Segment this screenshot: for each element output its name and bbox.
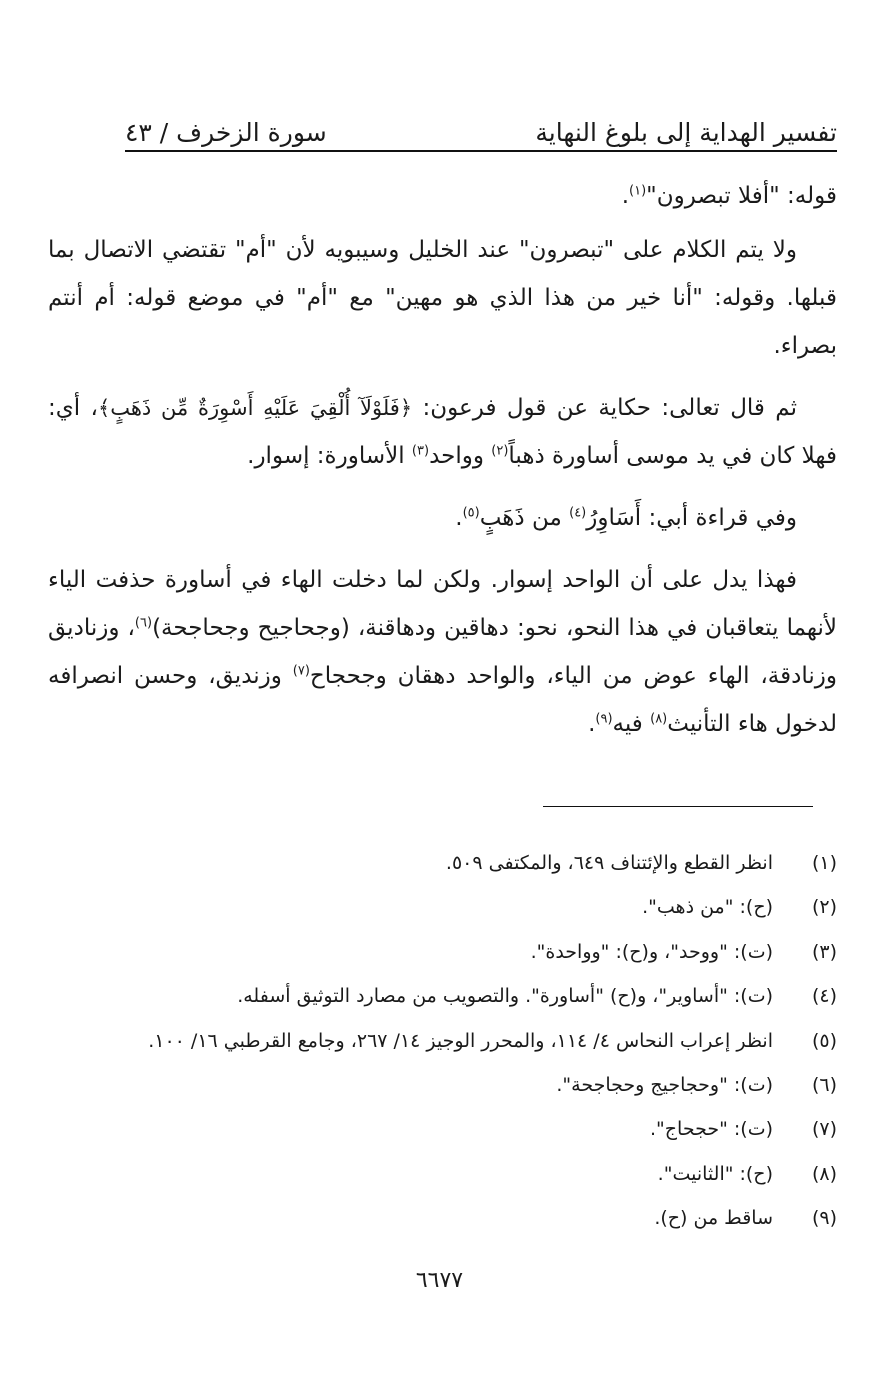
footnote-ref-5: (٥) (462, 505, 480, 521)
header-divider (125, 150, 837, 152)
footnote-item (117, 1163, 837, 1207)
footnote-number: (٥) (811, 1029, 837, 1052)
footnote-text: ساقط من (ح). (654, 1207, 773, 1230)
paragraph-1 (48, 172, 837, 220)
footnote-number: (٣) (811, 940, 837, 963)
page-number: ٦٦٧٧ (415, 1268, 464, 1293)
p3-text-c: وواحد (429, 443, 492, 469)
book-title: تفسير الهداية إلى بلوغ النهاية (535, 118, 837, 147)
footnote-divider (543, 806, 813, 807)
paragraph-5 (48, 556, 837, 748)
paragraph-3 (48, 384, 837, 480)
footnote-ref-9: (٩) (595, 711, 613, 727)
footnote-item (117, 1118, 837, 1162)
footnote-number: (٨) (811, 1162, 837, 1185)
footnote-text: (ت): "أساوير"، و(ح) "أساورة". والتصويب من مصارد التوثيق أسفله. (237, 985, 773, 1008)
p3-text-b: ، أي: فهلا كان في يد موسى أساورة ذهباً (48, 395, 837, 469)
p3-text-a: ثم قال تعالى: حكاية عن قول فرعون: (412, 395, 797, 421)
running-header (125, 103, 837, 145)
p1-end: . (621, 183, 630, 209)
p5-text-e: . (588, 711, 596, 737)
p4-text-c: . (455, 505, 463, 531)
p4-text-a: وفي قراءة أبي: أَسَاوِرُ (586, 505, 797, 531)
footnote-text: انظر إعراب النحاس ٤/ ١١٤، والمحرر الوجيز ١٤/ ٢٦٧، وجامع القرطبي ١٦/ ١٠٠. (148, 1029, 773, 1052)
footnote-text: انظر القطع والإئتناف ٦٤٩، والمكتفى ٥٠٩. (445, 852, 773, 874)
p5-text-b: ، وزناديق وزنادقة، الهاء عوض من الياء، والواحد دهقان وجحجاح (48, 615, 837, 689)
footnote-item (117, 1030, 837, 1074)
footnote-text: (ت): "حجحاج". (650, 1118, 773, 1141)
footnote-ref-8: (٨) (650, 711, 668, 727)
footnote-text: (ح): "الثانيت". (657, 1162, 773, 1185)
footnote-item (117, 1207, 837, 1251)
footnote-item (117, 941, 837, 985)
footnote-ref-3: (٣) (411, 443, 430, 459)
p1-text: قوله: "أفلا تبصرون" (646, 183, 837, 209)
footnote-item (117, 852, 837, 896)
footnote-text: (ت): "ووحد"، و(ح): "وواحدة". (530, 940, 773, 963)
footnote-number: (٧) (811, 1118, 837, 1141)
footnote-ref-4: (٤) (569, 505, 587, 521)
main-text (48, 172, 837, 762)
paragraph-4 (48, 494, 837, 542)
footnote-number: (٩) (811, 1207, 837, 1230)
footnote-text: (ت): "وحجاجيج وحجاجحة". (556, 1073, 773, 1096)
footnote-number: (٤) (811, 985, 837, 1008)
p5-text-a: فهذا يدل على أن الواحد إسوار. ولكن لما دخلت الهاء في أساورة حذفت الياء لأنهما يتعاقبان في هذا النحو، نحو: دهاقين ودهاقنة، (وجحاجيح وجحاجحة) (48, 567, 837, 641)
p5-text-d: فيه (612, 711, 651, 737)
p4-text-b: من ذَهَبٍ (479, 505, 570, 531)
p5-text-c: وزنديق، وحسن انصرافه لدخول هاء التأنيث (48, 663, 837, 737)
footnote-number: (٢) (811, 896, 837, 919)
footnote-ref-1: (١) (629, 183, 647, 199)
quran-verse: ﴿فَلَوْلَآ أُلْقِيَ عَلَيْهِ أَسْوِرَةٌ مِّن ذَهَبٍ﴾ (97, 396, 413, 420)
footnote-number: (٦) (811, 1073, 837, 1096)
footnote-item (117, 985, 837, 1029)
footnote-item (117, 1074, 837, 1118)
surah-label: سورة الزخرف / ٤٣ (125, 118, 327, 147)
footnote-text: (ح): "من ذهب". (642, 896, 773, 919)
paragraph-2: ولا يتم الكلام على "تبصرون" عند الخليل وسيبويه لأن "أم" تقتضي الاتصال بما قبلها. وقوله: "أنا خير من هذا الذي هو مهين" مع "أم" في موضع قوله: أم أنتم بصراء. (48, 237, 837, 359)
footnotes (117, 852, 837, 1252)
footnote-item (117, 896, 837, 940)
footnote-number: (١) (811, 852, 837, 874)
footnote-ref-7: (٧) (292, 663, 310, 679)
p3-text-d: الأساورة: إسوار. (247, 443, 412, 469)
footnote-ref-2: (٢) (491, 443, 509, 459)
footnote-ref-6: (٦) (134, 615, 153, 631)
